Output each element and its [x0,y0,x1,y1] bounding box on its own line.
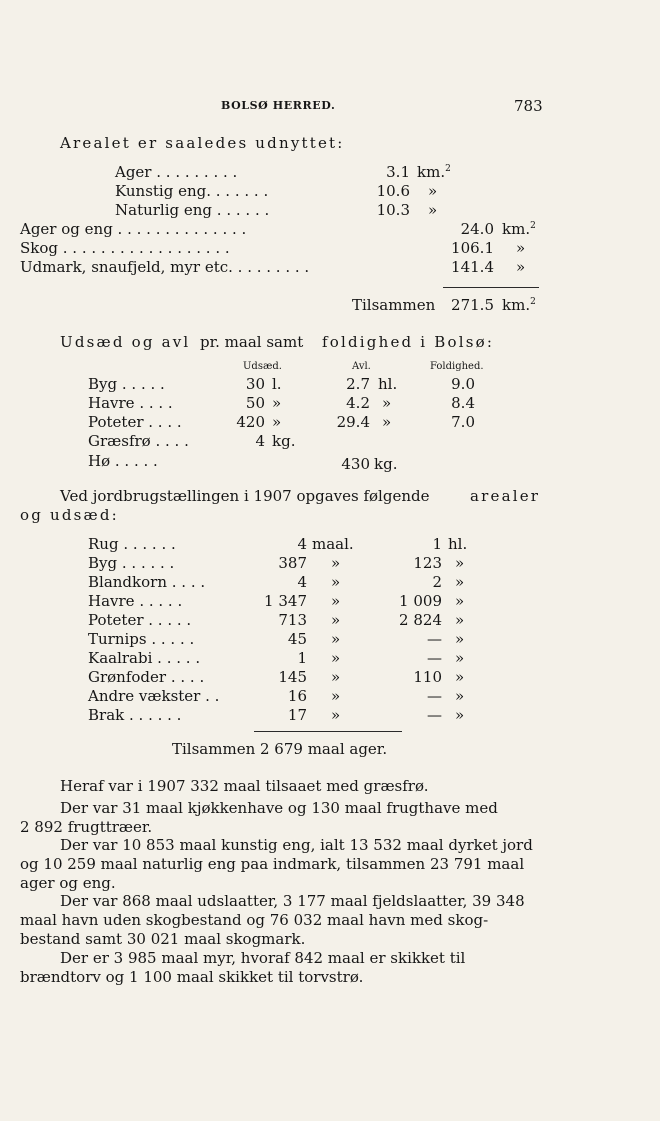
seed-row-avl: 4.2 [346,394,370,412]
census-row-label: Rug . . . . . . [88,535,176,553]
census-row-area: 145 [278,668,307,686]
area-total-value: 271.5 [451,296,494,314]
area-naturlig-value: 10.3 [376,201,410,219]
census-row-area-unit: » [331,611,341,629]
area-skog-label: Skog . . . . . . . . . . . . . . . . . . [20,239,230,257]
census-row-label: Havre . . . . . [88,592,183,610]
area-ager-value: 3.1 [386,163,410,181]
census-total-rule [254,731,402,732]
paragraph-line: brændtorv og 1 100 maal skikket til torvstrø. [20,968,364,986]
seed-heading-b: pr. maal samt [200,333,304,351]
seed-row-udsaed: 420 [236,413,265,431]
census-row-seed-unit: » [455,706,465,724]
census-row-label: Blandkorn . . . . [88,573,206,591]
seed-row-udsaed: 30 [245,375,265,393]
area-naturlig-label: Naturlig eng . . . . . . [115,201,270,219]
paragraph-line: maal havn uden skogbestand og 76 032 maal havn med skog- [20,911,489,929]
census-row-label: Brak . . . . . . [88,706,182,724]
seed-heading-c: foldighed i Bolsø: [322,333,495,351]
area-udmark-value: 141.4 [451,258,494,276]
paragraph-line: Der var 10 853 maal kunstig eng, ialt 13 532 maal dyrket jord [60,836,533,854]
seed-row-avl-unit: » [382,394,392,412]
census-row-seed: 2 824 [399,611,442,629]
census-intro-1b: arealer [470,487,541,505]
census-row-area: 1 [297,649,307,667]
census-row-area: 17 [287,706,307,724]
census-row-seed: — [427,706,442,724]
seed-row-avl-unit: kg. [374,455,398,473]
seed-row-label: Græsfrø . . . . [88,432,189,450]
census-row-area-unit: » [331,668,341,686]
census-row-seed-unit: » [455,649,465,667]
seed-row-udsaed-unit: » [272,413,282,431]
area-udmark-label: Udmark, snaufjeld, myr etc. . . . . . . . . [20,258,310,276]
area-kunstig-label: Kunstig eng. . . . . . . [115,182,269,200]
area-ager-eng-unit: km.$^2$ [502,220,536,238]
census-row-label: Byg . . . . . . [88,554,175,572]
census-row-area: 16 [287,687,307,705]
area-total-label: Tilsammen [352,296,436,314]
area-ager-eng-label: Ager og eng . . . . . . . . . . . . . . [20,220,247,238]
seed-row-fold: 9.0 [451,375,475,393]
paragraph-line: Der var 31 maal kjøkkenhave og 130 maal frugthave med [60,799,498,817]
census-row-label: Poteter . . . . . [88,611,192,629]
seed-row-avl: 29.4 [336,413,370,431]
seed-row-label: Poteter . . . . [88,413,182,431]
census-row-seed: 1 [432,535,442,553]
seed-row-fold: 7.0 [451,413,475,431]
census-row-label: Turnips . . . . . [88,630,195,648]
seed-heading-a: Udsæd og avl [60,333,191,351]
census-row-seed-unit: hl. [448,535,468,553]
census-row-seed-unit: » [455,592,465,610]
area-ager-label: Ager . . . . . . . . . [115,163,238,181]
census-row-seed: 123 [413,554,442,572]
census-row-seed-unit: » [455,687,465,705]
seed-row-avl: 430 [341,455,370,473]
census-total: Tilsammen 2 679 maal ager. [172,740,388,758]
census-row-area-unit: » [331,592,341,610]
seed-row-udsaed-unit: kg. [272,432,296,450]
paragraph-line: bestand samt 30 021 maal skogmark. [20,930,306,948]
seed-col-fold: Foldighed. [430,361,484,372]
area-ager-unit: km.$^2$ [417,163,451,181]
census-row-seed-unit: » [455,668,465,686]
area-naturlig-unit: » [428,201,438,219]
area-ager-eng-value: 24.0 [460,220,494,238]
census-row-seed: — [427,649,442,667]
area-udmark-unit: » [516,258,526,276]
census-row-area-unit: » [331,687,341,705]
running-header: BOLSØ HERRED. [221,99,336,112]
area-heading: Arealet er saaledes udnyttet: [60,134,345,152]
seed-row-label: Hø . . . . . [88,452,158,470]
census-row-area: 4 [297,535,307,553]
census-row-seed-unit: » [455,611,465,629]
area-kunstig-unit: » [428,182,438,200]
census-row-seed: 110 [413,668,442,686]
census-row-seed-unit: » [455,630,465,648]
census-row-area-unit: » [331,573,341,591]
seed-row-fold: 8.4 [451,394,475,412]
area-skog-value: 106.1 [451,239,494,257]
census-intro-2: og udsæd: [20,506,119,524]
census-row-seed: 1 009 [399,592,442,610]
seed-row-label: Byg . . . . . [88,375,165,393]
census-row-area: 387 [278,554,307,572]
seed-row-avl-unit: » [382,413,392,431]
seed-row-udsaed-unit: l. [272,375,282,393]
census-row-area: 4 [297,573,307,591]
census-row-area-unit: » [331,554,341,572]
paragraph-line: Der var 868 maal udslaatter, 3 177 maal fjeldslaatter, 39 348 [60,892,525,910]
census-row-area-unit: maal. [312,535,354,553]
area-kunstig-value: 10.6 [376,182,410,200]
census-row-label: Kaalrabi . . . . . [88,649,201,667]
census-row-area: 1 347 [264,592,307,610]
census-row-seed: 2 [432,573,442,591]
census-row-area-unit: » [331,649,341,667]
census-row-area-unit: » [331,706,341,724]
census-row-area: 45 [287,630,307,648]
area-skog-unit: » [516,239,526,257]
page-number: 783 [514,97,543,115]
census-row-area-unit: » [331,630,341,648]
seed-row-udsaed-unit: » [272,394,282,412]
seed-col-udsaed: Udsæd. [243,361,282,372]
census-row-label: Andre vækster . . [88,687,220,705]
seed-row-avl-unit: hl. [378,375,398,393]
paragraph-line: 2 892 frugttræer. [20,818,153,836]
census-row-seed-unit: » [455,554,465,572]
census-row-seed: — [427,630,442,648]
seed-row-avl: 2.7 [346,375,370,393]
census-intro-1: Ved jordbrugstællingen i 1907 opgaves følgende [60,487,430,505]
paragraph-line: og 10 259 maal naturlig eng paa indmark, tilsammen 23 791 maal [20,855,525,873]
area-total-unit: km.$^2$ [502,296,536,314]
seed-col-avl: Avl. [352,361,371,372]
census-row-label: Grønfoder . . . . [88,668,205,686]
seed-row-udsaed: 4 [255,432,265,450]
census-row-area: 713 [278,611,307,629]
census-row-seed-unit: » [455,573,465,591]
seed-row-udsaed: 50 [245,394,265,412]
paragraph-line: ager og eng. [20,874,116,892]
seed-row-label: Havre . . . . [88,394,173,412]
area-total-rule [443,287,539,288]
census-row-seed: — [427,687,442,705]
paragraph-line: Heraf var i 1907 332 maal tilsaaet med græsfrø. [60,777,429,795]
paragraph-line: Der er 3 985 maal myr, hvoraf 842 maal er skikket til [60,949,466,967]
